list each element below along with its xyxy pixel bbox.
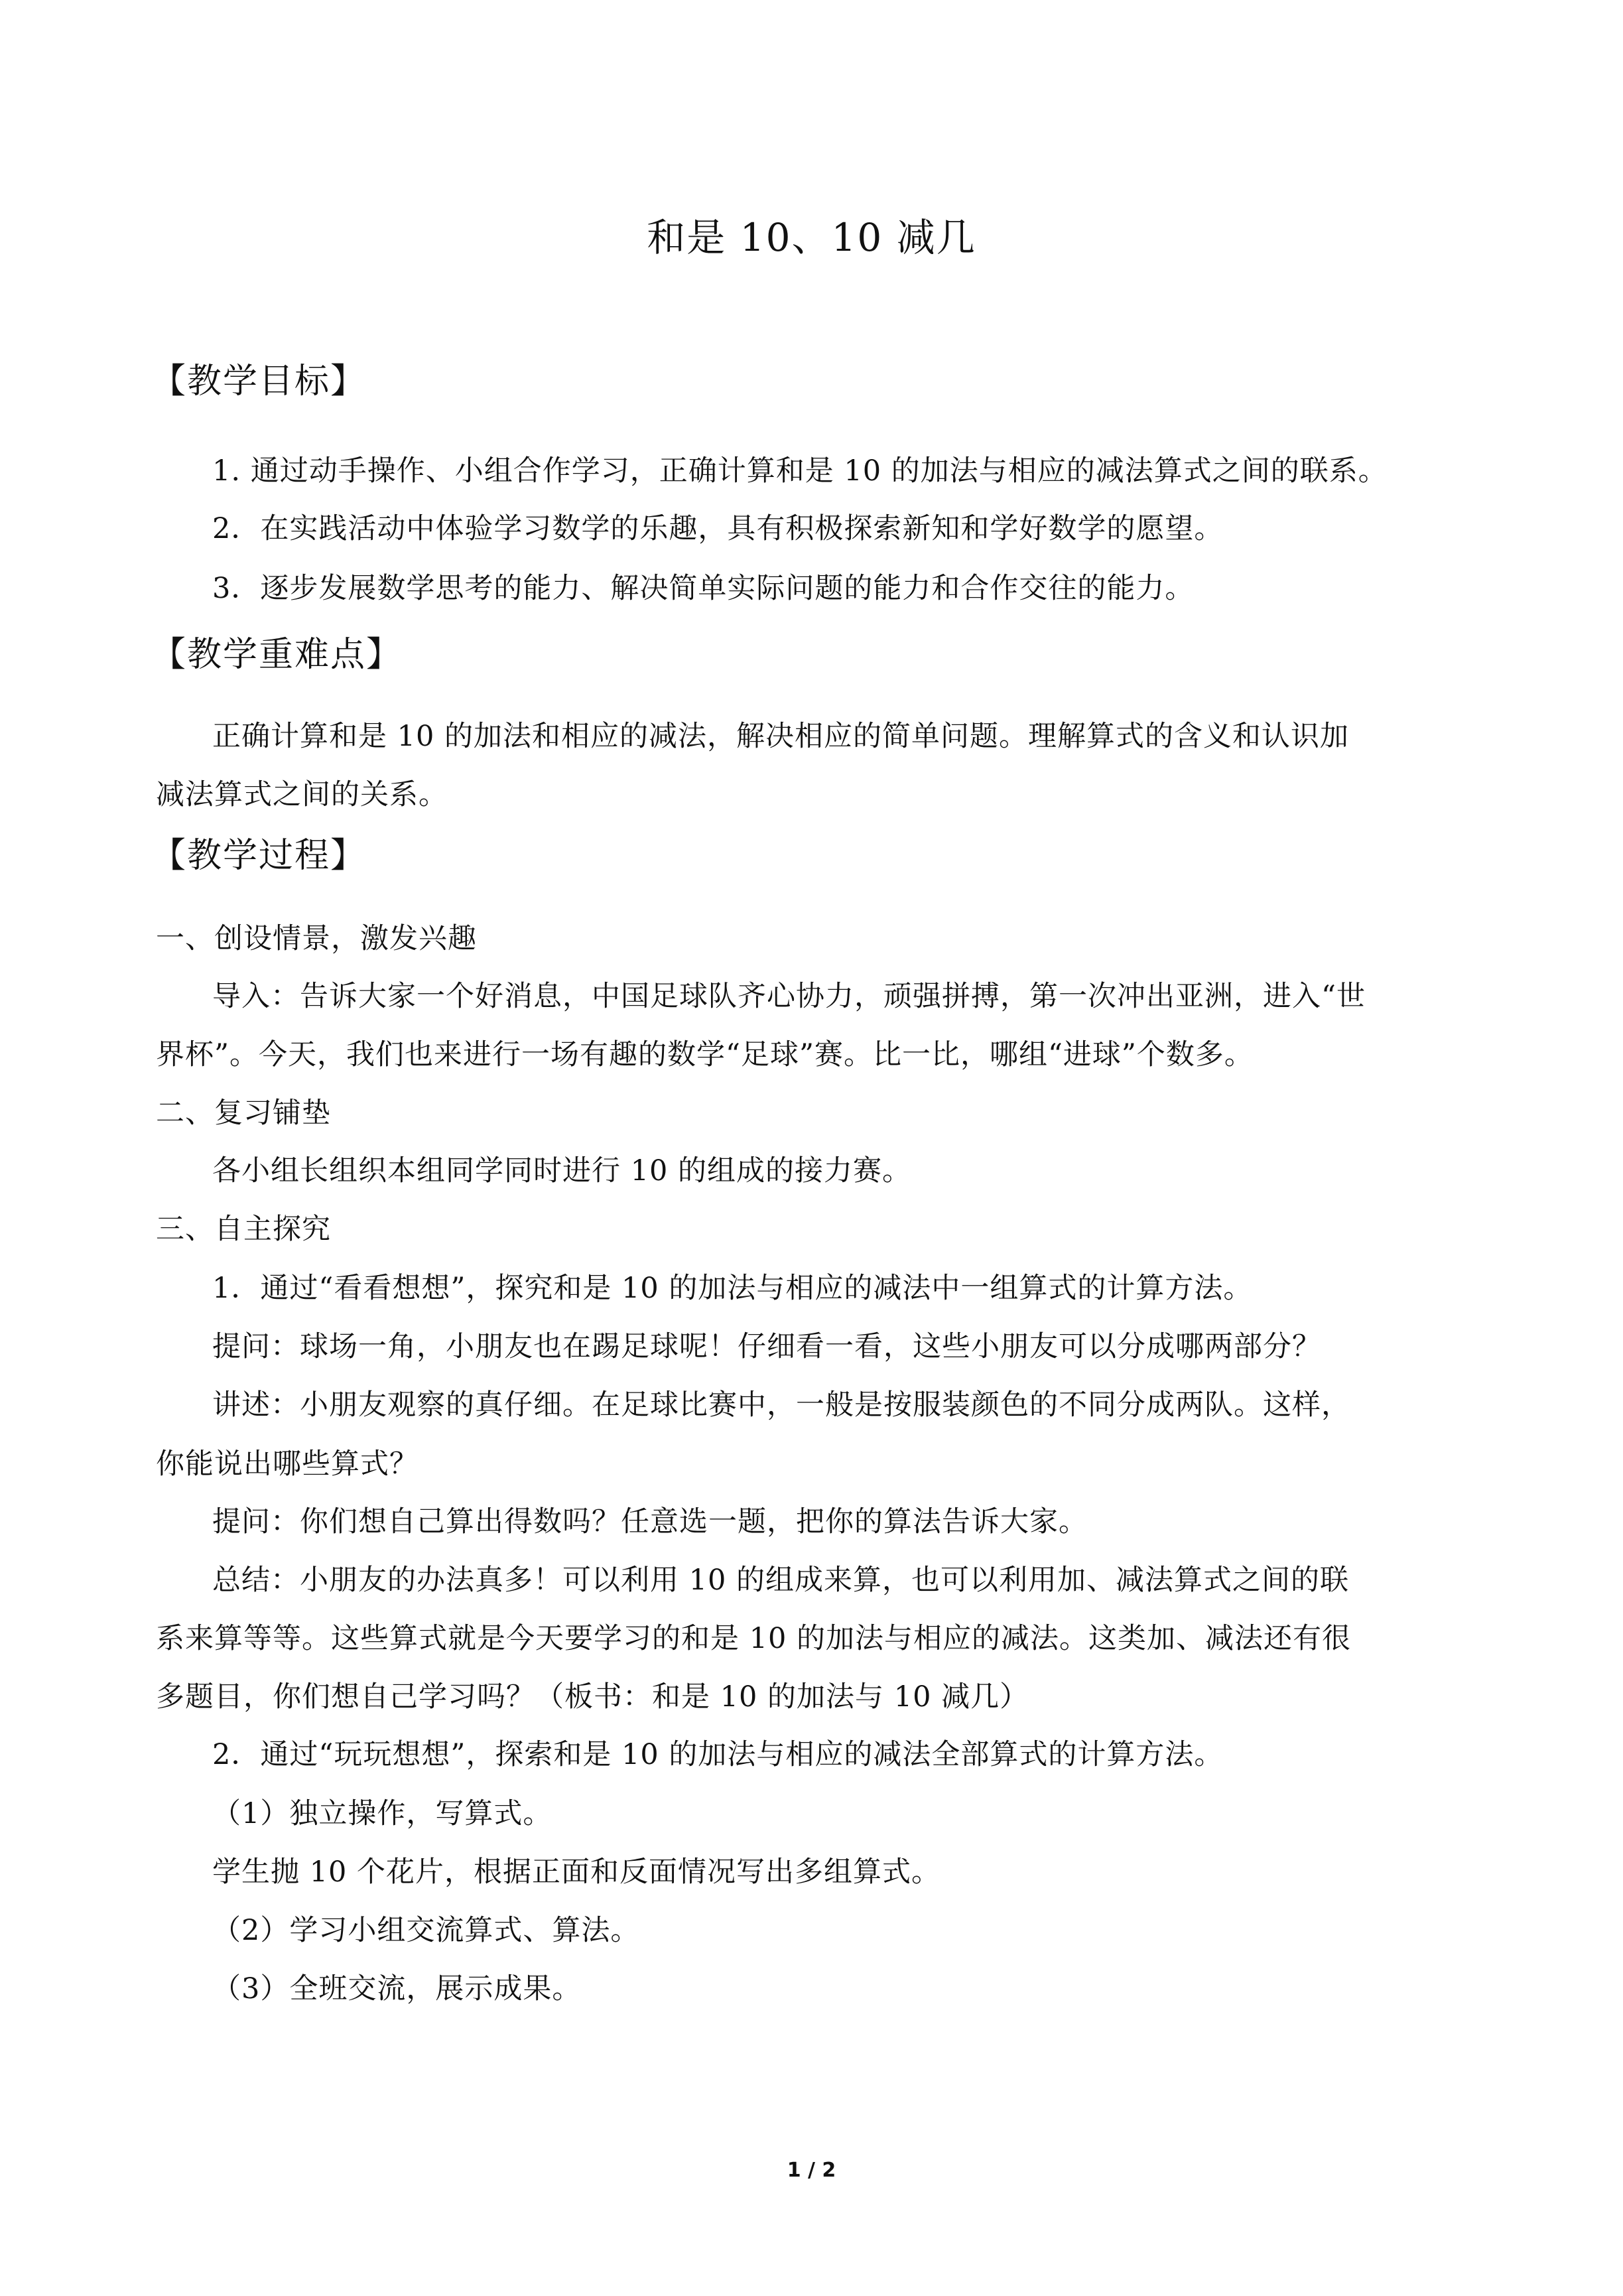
objective-line: 2．在实践活动中体验学习数学的乐趣，具有积极探索新知和学好数学的愿望。 <box>212 512 1224 545</box>
process-line: 总结：小朋友的办法真多！可以利用 10 的组成来算，也可以利用加、减法算式之间的联 <box>212 1564 1350 1597</box>
process-line: 界杯”。今天，我们也来进行一场有趣的数学“足球”赛。比一比，哪组“进球”个数多。 <box>156 1038 1254 1071</box>
process-line: 各小组长组织本组同学同时进行 10 的组成的接力赛。 <box>212 1154 912 1187</box>
key-points-heading: 【教学重难点】 <box>151 635 403 675</box>
process-line: 三、自主探究 <box>156 1213 331 1246</box>
process-heading: 【教学过程】 <box>151 836 367 876</box>
objectives-heading: 【教学目标】 <box>151 362 367 401</box>
process-line: 讲述：小朋友观察的真仔细。在足球比赛中，一般是按服装颜色的不同分成两队。这样， <box>212 1388 1350 1422</box>
process-line: 提问：球场一角，小朋友也在踢足球呢！仔细看一看，这些小朋友可以分成哪两部分？ <box>212 1330 1321 1363</box>
process-line: （1）独立操作，写算式。 <box>212 1797 552 1830</box>
page-number: 1 / 2 <box>787 2159 836 2182</box>
process-line: 你能说出哪些算式？ <box>156 1448 419 1481</box>
document-title: 和是 10、10 减几 <box>647 215 976 260</box>
objective-line: 1. 通过动手操作、小组合作学习，正确计算和是 10 的加法与相应的减法算式之间的联系。 <box>212 454 1388 488</box>
process-line: （2）学习小组交流算式、算法。 <box>212 1914 640 1947</box>
process-line: 一、创设情景，激发兴趣 <box>156 922 477 955</box>
process-line: 系来算等等。这些算式就是今天要学习的和是 10 的加法与相应的减法。这类加、减法还有很 <box>156 1622 1352 1655</box>
objective-line: 3．逐步发展数学思考的能力、解决简单实际问题的能力和合作交往的能力。 <box>212 572 1195 605</box>
process-line: 二、复习铺垫 <box>156 1097 331 1130</box>
key-points-line: 正确计算和是 10 的加法和相应的减法，解决相应的简单问题。理解算式的含义和认识加 <box>212 720 1350 753</box>
process-line: 导入：告诉大家一个好消息，中国足球队齐心协力，顽强拼搏，第一次冲出亚洲，进入“世 <box>212 980 1366 1013</box>
process-line: 多题目，你们想自己学习吗？（板书：和是 10 的加法与 10 减几） <box>156 1680 1029 1714</box>
process-line: （3）全班交流，展示成果。 <box>212 1972 582 2005</box>
process-line: 学生抛 10 个花片，根据正面和反面情况写出多组算式。 <box>212 1856 941 1889</box>
process-line: 2．通过“玩玩想想”，探索和是 10 的加法与相应的减法全部算式的计算方法。 <box>212 1738 1224 1771</box>
key-points-line: 减法算式之间的关系。 <box>156 778 448 811</box>
process-line: 1．通过“看看想想”，探究和是 10 的加法与相应的减法中一组算式的计算方法。 <box>212 1272 1253 1305</box>
process-line: 提问：你们想自己算出得数吗？任意选一题，把你的算法告诉大家。 <box>212 1505 1088 1538</box>
